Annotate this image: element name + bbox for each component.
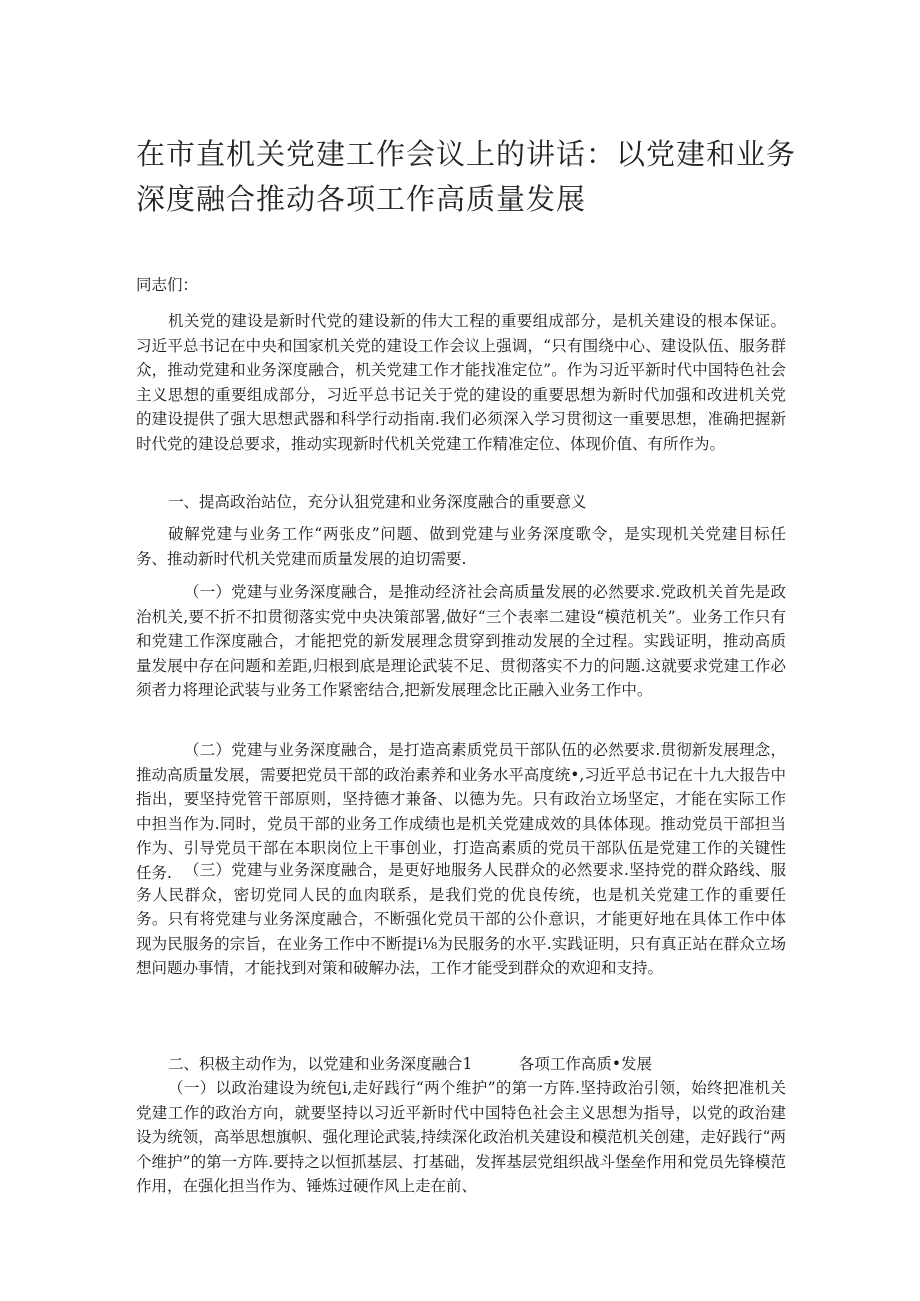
section-heading-1: 一、提高政治站位，充分认狙党建和业务深度融合的重要意义 xyxy=(168,493,587,511)
document-title: 在市直机关党建工作会议上的讲话：以党建和业务深度融合推动各项工作高质量发展 xyxy=(136,137,797,216)
paragraph-sub4: （一）以政治建设为统包i,走好践行“两个维护”的第一方阵.坚持政治引领，始终把准机关党建工作的政治方向，就要坚持以习近平新时代中国特色社会主义思想为指导，以党的政治建设为统领，高举思想旗帜、强化理论武装,持续深化政治机关建设和模范机关创建，走好践行“两个维护”的第一方阵.要持之以恒抓基层、打基础，发挥基层党组织战斗堡垒作用和党员先锋模范作用，在强化担当作为、锤炼过硬作风上走在前、 xyxy=(136,1079,786,1196)
paragraph-sub2: （二）党建与业务深度融合，是打造高素质党员干部队伍的必然要求.贯彻新发展理念，推动高质量发展，需要把党员干部的政治素养和业务水平高度统•,习近平总书记在十九大报告中指出，要坚持党管干部原则，坚持德才兼备、以德为先。只有政治立场坚定，才能在实际工作中担当作为.同时，党员干部的业务工作成绩也是机关党建成效的具体体现。推动党员干部担当作为、引导党员干部在本职岗位上干事创业，打造高素质的党员干部队伍是党建工作的关键性任务. xyxy=(136,741,786,882)
greeting: 同志们： xyxy=(136,276,199,294)
section-heading-2: 二、积极主动作为，以党建和业务深度融合1 各项工作高质•发展 xyxy=(168,1055,653,1073)
paragraph-section1-lead: 破解党建与业务工作“两张皮”问题、做到党建与业务深度歌令，是实现机关党建目标任务、推动新时代机关党建而质量发展的迫切需要. xyxy=(136,525,786,568)
paragraph-intro: 机关党的建设是新时代党的建设新的伟大工程的重要组成部分，是机关建设的根本保证。习近平总书记在中央和国家机关党的建设工作会议上强调，“只有围绕中心、建设队伍、服务群众，推动党建和业务深度融合，机关党建工作才能找准定位”。作为习近平新时代中国特色社会主义思想的重要组成部分，习近平总书记关于党的建设的重要思想为新时代加强和改进机关党的建设提供了强大思想武器和科学行动指南.我们必须深入学习贯彻这一重要思想，准确把握新时代党的建设总要求，推动实现新时代机关党建工作精准定位、体现价值、有所作为。 xyxy=(136,312,786,453)
paragraph-sub3: （三）党建与业务深度融合，是更好地服务人民群众的必然要求.坚持党的群众路线、服务人民群众，密切党同人民的血肉联系，是我们党的优良传统，也是机关党建工作的重要任务。只有将党建与业务深度融合，不断强化党员干部的公仆意识，才能更好地在具体工作中体现为民服务的宗旨，在业务工作中不断提i⅛为民服务的水平.实践证明，只有真正站在群众立场想问题办事情，才能找到对策和破解办法，工作才能受到群众的欢迎和支持。 xyxy=(136,861,786,978)
paragraph-sub1: （一）党建与业务深度融合，是推动经济社会高质量发展的必然要求.党政机关首先是政治机关,要不折不扣贯彻落实党中央决策部署,做好“三个表率二建设“模范机关”。业务工作只有和党建工作深度融合，才能把党的新发展理念贯穿到推动发展的全过程。实践证明，推动高质量发展中存在问题和差距,归根到底是理论武装不足、贯彻落实不力的问题.这就要求党建工作必须者力将理论武装与业务工作紧密结合,把新发展理念比正融入业务工作中。 xyxy=(136,583,786,700)
